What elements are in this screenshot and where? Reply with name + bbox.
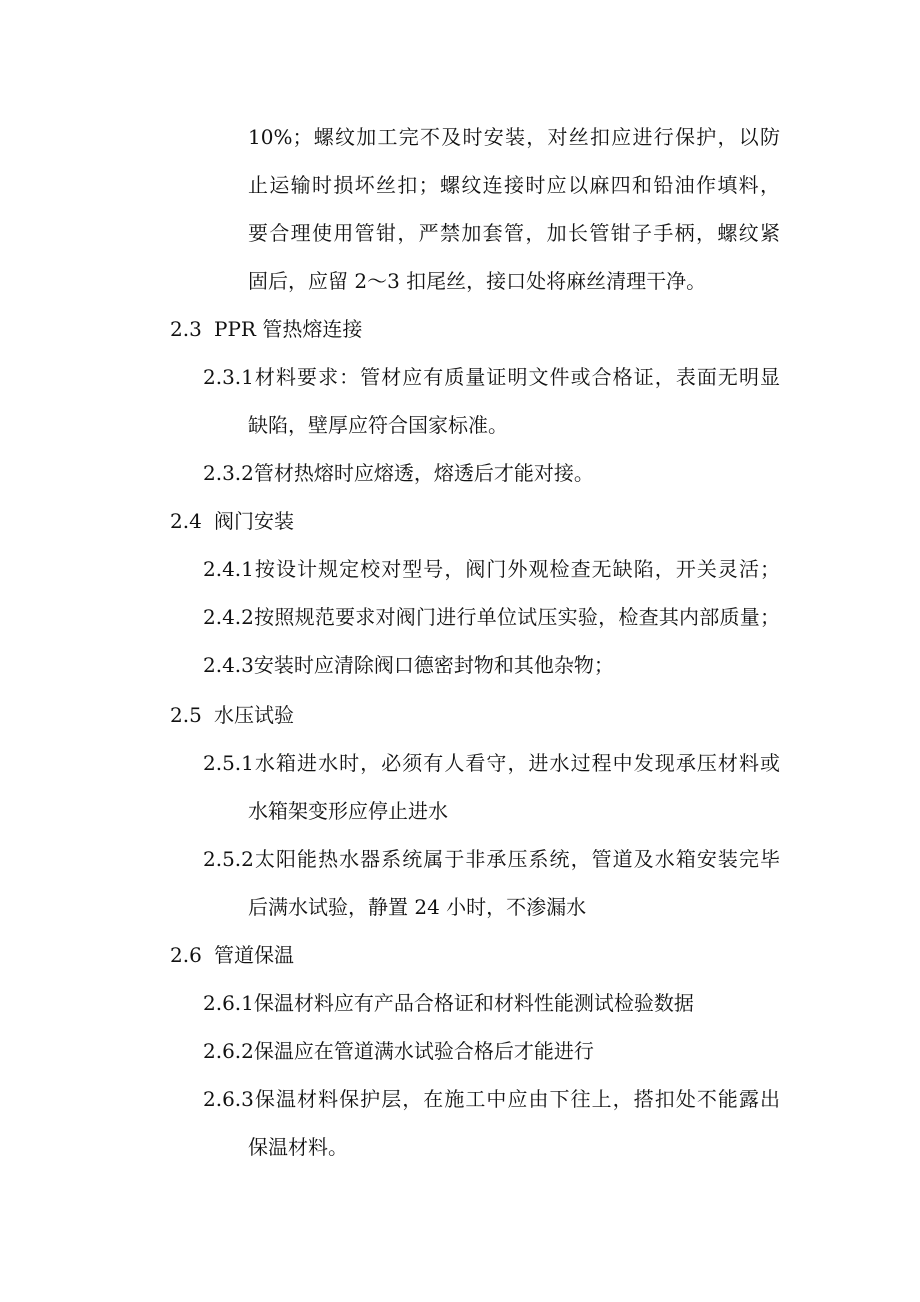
section-title: 阀门安装 (214, 509, 294, 533)
list-item: 2.3.2管材热熔时应熔透，熔透后才能对接。 (203, 461, 594, 485)
section-heading (170, 316, 362, 342)
list-item-continuation: 保温材料。 (248, 1135, 348, 1159)
list-item: 2.4.3安装时应清除阀口德密封物和其他杂物； (203, 653, 614, 677)
list-item: 2.3.1材料要求：管材应有质量证明文件或合格证，表面无明显 (203, 365, 780, 389)
paragraph-line: 固后，应留 2～3 扣尾丝，接口处将麻丝清理干净。 (248, 269, 707, 293)
section-heading (170, 942, 294, 968)
list-item: 2.5.2太阳能热水器系统属于非承压系统，管道及水箱安装完毕 (203, 847, 780, 871)
section-number: 2.4 (170, 509, 202, 533)
section-number: 2.3 (170, 317, 202, 341)
list-item-continuation: 缺陷，壁厚应符合国家标准。 (248, 413, 508, 437)
list-item: 2.6.3保温材料保护层，在施工中应由下往上，搭扣处不能露出 (203, 1087, 780, 1111)
section-title: 管道保温 (214, 943, 294, 967)
list-item: 2.6.1保温材料应有产品合格证和材料性能测试检验数据 (203, 991, 694, 1015)
list-item-continuation: 水箱架变形应停止进水 (248, 799, 448, 823)
paragraph-line: 要合理使用管钳，严禁加套管，加长管钳子手柄，螺纹紧 (248, 221, 780, 245)
list-item: 2.4.1按设计规定校对型号，阀门外观检查无缺陷，开关灵活； (203, 557, 780, 581)
paragraph-line: 止运输时损坏丝扣；螺纹连接时应以麻四和铅油作填料， (248, 173, 780, 197)
section-title: PPR 管热熔连接 (214, 317, 363, 341)
list-item: 2.6.2保温应在管道满水试验合格后才能进行 (203, 1039, 594, 1063)
section-heading (170, 702, 294, 728)
section-title: 水压试验 (214, 703, 294, 727)
section-number: 2.5 (170, 703, 202, 727)
list-item: 2.4.2按照规范要求对阀门进行单位试压实验，检查其内部质量； (203, 605, 780, 629)
section-heading (170, 508, 294, 534)
paragraph-line: 10%；螺纹加工完不及时安装，对丝扣应进行保护，以防 (248, 125, 780, 149)
list-item-continuation: 后满水试验，静置 24 小时，不渗漏水 (248, 895, 587, 919)
section-number: 2.6 (170, 943, 202, 967)
list-item: 2.5.1水箱进水时，必须有人看守，进水过程中发现承压材料或 (203, 751, 780, 775)
